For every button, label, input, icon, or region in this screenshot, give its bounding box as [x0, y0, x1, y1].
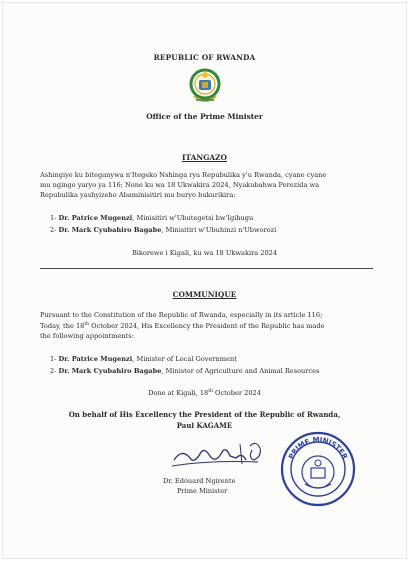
itangazo-item-1 [50, 214, 253, 222]
communique-paragraph [40, 310, 372, 341]
itangazo-item-2 [50, 226, 276, 234]
appointee-name: Dr. Patrice Mugenzi [58, 355, 133, 363]
section-divider [40, 268, 373, 269]
communique-item-2 [50, 367, 319, 375]
on-behalf-line: On behalf of His Excellency the President of the Republic of Rwanda, [68, 410, 341, 419]
item-number: 1- [50, 214, 57, 222]
svg-text:PRIME MINISTER: PRIME MINISTER [287, 435, 349, 461]
appointee-name: Dr. Patrice Mugenzi [58, 214, 133, 222]
itangazo-paragraph-line: mu ngingo yaryo ya 116; None ku wa 18 Ukwakira 2024, Nyakubahwa Perezida wa [40, 181, 320, 189]
handwritten-signature-icon [170, 438, 266, 472]
item-number: 2- [50, 226, 57, 234]
itangazo-paragraph-line: Ashingiye ku biteganywa n'Itegeko Nshinga rya Repubulika y'u Rwanda, cyane cyane [40, 171, 327, 179]
communique-item-1 [50, 355, 237, 363]
appointee-name: Dr. Mark Cyubahiro Bagabe [58, 226, 162, 234]
appointee-role: , Minisitiri w'Ubuhinzi n'Ubworozi [161, 226, 277, 234]
appointee-role: , Minister of Agriculture and Animal Resources [161, 367, 320, 375]
communique-paragraph-line: Today, the 18th October 2024, His Excellency the President of the Republic has made [40, 322, 325, 331]
communique-done-at: Done at Kigali, 18th October 2024 [148, 389, 261, 398]
rwanda-coat-of-arms-icon [188, 66, 222, 108]
prime-minister-seal-stamp [279, 430, 357, 508]
office-title: Office of the Prime Minister [146, 112, 263, 121]
president-name: Paul KAGAME [176, 421, 233, 430]
country-header: REPUBLIC OF RWANDA [153, 53, 256, 62]
communique-paragraph-line: Pursuant to the Constitution of the Republic of Rwanda, especially in its article 116; [40, 311, 323, 319]
appointee-role: , Minister of Local Government [132, 355, 237, 363]
itangazo-done-at: Bikorewe i Kigali, ku wa 18 Ukwakira 2024 [131, 249, 278, 257]
communique-paragraph-line: the following appointments: [40, 332, 134, 341]
signer-name: Dr. Edouard Ngirente [163, 477, 236, 485]
itangazo-paragraph [40, 170, 372, 200]
itangazo-paragraph-line: Repubulika yashyizeho Abaminisitiri mu buryo bukurikira: [40, 191, 236, 199]
appointee-role: , Minisitiri w'Ubutegetsi bw'Igihugu [132, 214, 254, 222]
itangazo-title: ITANGAZO [182, 153, 227, 162]
communique-title: COMMUNIQUE [172, 290, 237, 299]
appointee-name: Dr. Mark Cyubahiro Bagabe [58, 367, 162, 375]
item-number: 2- [50, 367, 57, 375]
signer-title: Prime Minister [177, 487, 228, 495]
item-number: 1- [50, 355, 57, 363]
